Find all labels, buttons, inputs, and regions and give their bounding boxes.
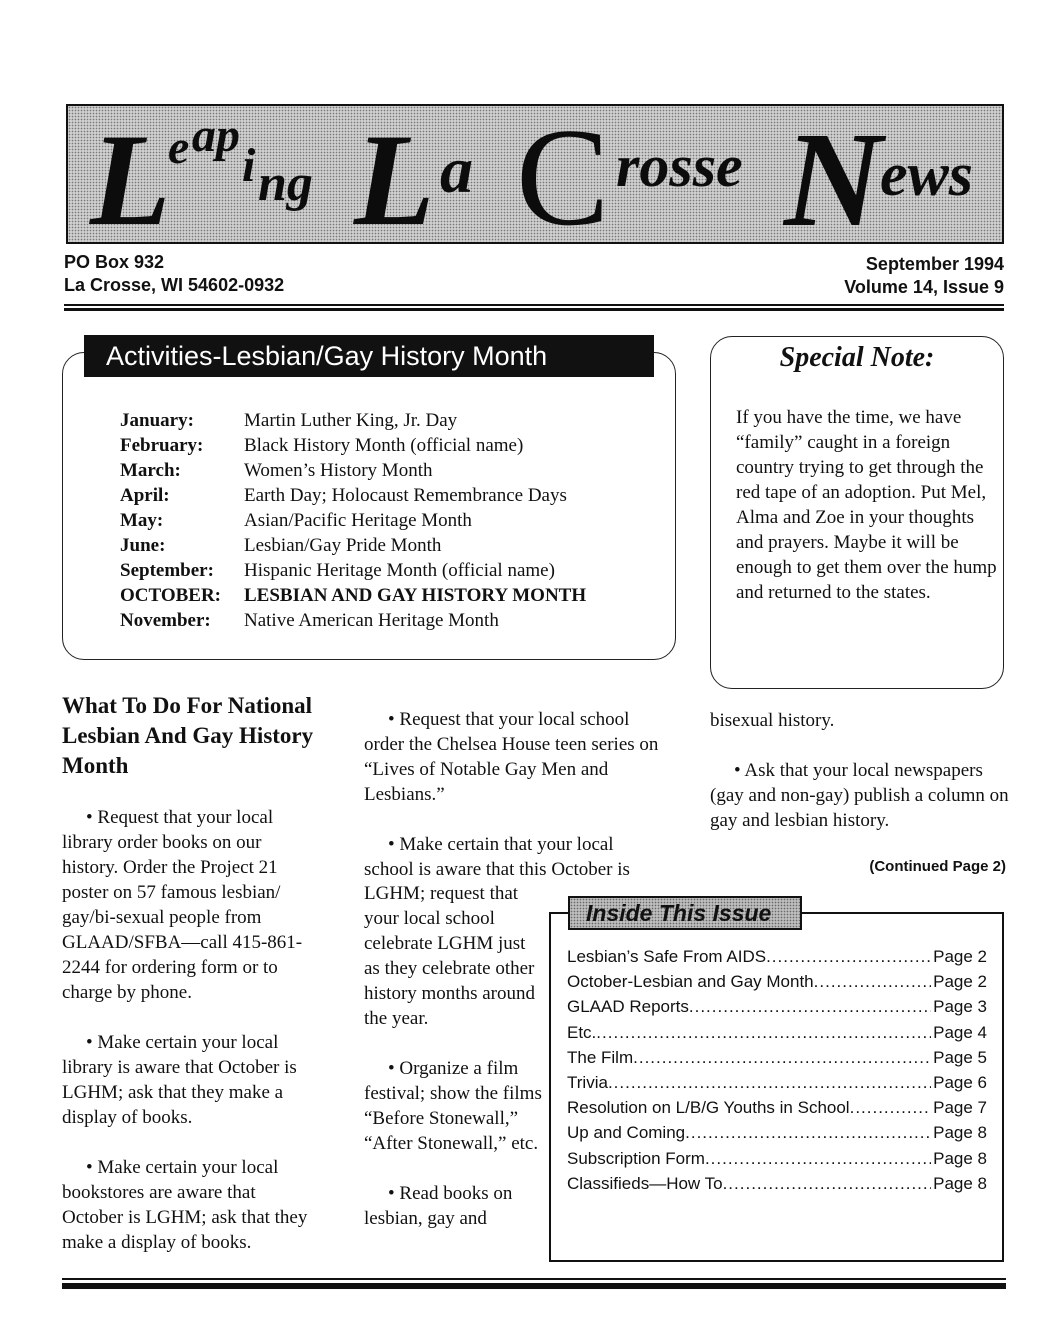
- toc-item-page: Page 2: [933, 972, 987, 992]
- article-paragraph: • Request that your local library order books on our history. Order the Project 21 poster on 57 famous lesbian/ gay/bi-sexual people from GLAAD/SFBA—call 415-861-2244 for ordering form or to charge by phone.: [62, 807, 303, 1003]
- masthead-letter: a: [440, 134, 473, 207]
- toc-item[interactable]: [567, 1171, 987, 1196]
- masthead-title: [68, 106, 1002, 242]
- activity-month: November:: [120, 610, 211, 631]
- toc-item[interactable]: [567, 1070, 987, 1095]
- address-line-2: La Crosse, WI 54602-0932: [64, 275, 285, 295]
- article-paragraph: • Make certain your local library is aware that October is LGHM; ask that they make a display of books.: [62, 1032, 297, 1128]
- activities-header: Activities-Lesbian/Gay History Month: [84, 335, 654, 377]
- activity-row-highlight: [120, 583, 586, 608]
- activity-row: [120, 533, 586, 558]
- masthead-letter: e: [168, 121, 190, 174]
- masthead-letter: ews: [880, 141, 973, 209]
- article-paragraph: • Ask that your local newspapers (gay and non-gay) publish a column on gay and lesbian history.: [710, 760, 1009, 831]
- article-paragraph: • Organize a film festival; show the films “Before Stonewall,” “After Stonewall,” etc.: [364, 1058, 542, 1154]
- toc-leader: [689, 994, 931, 1019]
- inside-this-issue-title: Inside This Issue: [568, 896, 802, 930]
- activity-desc: LESBIAN AND GAY HISTORY MONTH: [244, 585, 587, 606]
- activity-desc: Black History Month (official name): [244, 435, 524, 456]
- activity-desc: Women’s History Month: [244, 460, 433, 481]
- continued-link[interactable]: (Continued Page 2): [869, 858, 1006, 875]
- activity-month: April:: [120, 485, 170, 506]
- article-paragraph: LGHM; request that your local school celebrate LGHM just as they celebrate other history months around the year.: [364, 883, 535, 1029]
- article-column-3: [710, 708, 1010, 858]
- activity-row: [120, 508, 586, 533]
- issue-date: September 1994: [865, 254, 1004, 274]
- toc-item[interactable]: [567, 1146, 987, 1171]
- toc-item-page: Page 8: [933, 1173, 987, 1193]
- activity-month: March:: [120, 460, 181, 481]
- activity-month: January:: [120, 410, 194, 431]
- article-headline: What To Do For National Lesbian And Gay History Month: [62, 693, 314, 778]
- article-paragraph: • Make certain your local bookstores are aware that October is LGHM; ask that they make a display of books.: [62, 1157, 308, 1253]
- toc-leader: [766, 944, 931, 969]
- masthead-letter: L: [90, 106, 171, 244]
- toc-item-label: Etc.: [567, 1022, 597, 1042]
- special-note-body: If you have the time, we have “family” caught in a foreign country trying to get through the red tape of an adoption. Put Mel, Alma and Zoe in your thoughts and prayers. Maybe it will be enough to get them over the hump and returned to the states.: [736, 407, 997, 603]
- activity-row: [120, 408, 586, 433]
- article-paragraph: • Make certain that your local school is aware that this October is: [364, 834, 630, 880]
- toc-leader: [814, 969, 931, 994]
- article-column-2: [364, 707, 664, 882]
- activity-row: [120, 433, 586, 458]
- table-of-contents: [567, 944, 987, 1196]
- toc-item-label: Lesbian’s Safe From AIDS: [567, 947, 767, 966]
- mailing-address: [64, 251, 284, 297]
- toc-item[interactable]: [567, 1045, 987, 1070]
- toc-leader: [850, 1095, 932, 1120]
- toc-item-page: Page 8: [933, 1148, 987, 1168]
- toc-item[interactable]: [567, 1095, 987, 1120]
- toc-item-label: The Film: [567, 1047, 634, 1067]
- activity-desc: Hispanic Heritage Month (official name): [244, 560, 555, 581]
- issue-info: [844, 253, 1004, 299]
- toc-item-page: Page 4: [933, 1022, 987, 1042]
- masthead: [66, 104, 1004, 244]
- toc-item[interactable]: [567, 1120, 987, 1145]
- address-line-1: PO Box 932: [64, 252, 165, 272]
- toc-leader: [633, 1045, 931, 1070]
- toc-item-label: Resolution on L/B/G Youths in School: [567, 1098, 850, 1118]
- toc-item-page: Page 5: [933, 1047, 987, 1067]
- toc-leader: [608, 1070, 931, 1095]
- toc-item-label: Subscription Form: [567, 1148, 705, 1168]
- masthead-letter: rosse: [616, 133, 743, 199]
- toc-item-page: Page 2: [933, 947, 987, 966]
- toc-item-page: Page 3: [933, 997, 987, 1017]
- toc-item-page: Page 7: [933, 1098, 987, 1118]
- toc-item[interactable]: [567, 969, 987, 994]
- article-paragraph: • Request that your local school order the Chelsea House teen series on “Lives of Notable Gay Men and Lesbians.”: [364, 709, 659, 805]
- article-paragraph: • Read books on lesbian, gay and: [364, 1183, 513, 1229]
- activity-month: OCTOBER:: [120, 585, 222, 606]
- activity-month: February:: [120, 435, 204, 456]
- header-rule-thick: [64, 308, 1004, 311]
- special-note-title: Special Note:: [779, 342, 935, 373]
- toc-leader: [723, 1171, 932, 1196]
- activity-row: [120, 558, 586, 583]
- article-column-1: [62, 805, 320, 1280]
- toc-item-label: Up and Coming: [567, 1123, 686, 1143]
- activity-month: September:: [120, 560, 214, 581]
- toc-item[interactable]: [567, 994, 987, 1019]
- toc-item-label: Classifieds—How To: [567, 1173, 723, 1193]
- masthead-letter: ng: [258, 155, 313, 212]
- toc-item[interactable]: [567, 1020, 987, 1045]
- activity-month: May:: [120, 510, 164, 531]
- article-paragraph: bisexual history.: [710, 710, 835, 731]
- footer-rule-thick: [62, 1283, 1006, 1289]
- masthead-letter: L: [354, 106, 435, 244]
- masthead-letter: i: [242, 139, 256, 192]
- activity-row: [120, 608, 586, 633]
- masthead-letter: ap: [192, 109, 240, 162]
- activities-list: [120, 408, 586, 633]
- toc-leader: [705, 1146, 931, 1171]
- activity-desc: Native American Heritage Month: [244, 610, 499, 631]
- footer-rule-thin: [62, 1278, 1006, 1280]
- activity-row: [120, 458, 586, 483]
- toc-item-page: Page 8: [933, 1123, 987, 1143]
- activity-desc: Asian/Pacific Heritage Month: [244, 510, 472, 531]
- issue-volume: Volume 14, Issue 9: [844, 277, 1004, 297]
- toc-item-page: Page 6: [933, 1073, 987, 1093]
- masthead-letter: N: [784, 105, 883, 244]
- activity-desc: Martin Luther King, Jr. Day: [244, 410, 458, 431]
- toc-item-label: October-Lesbian and Gay Month: [567, 972, 814, 992]
- article-column-2-narrow: [364, 881, 542, 1256]
- masthead-letter: C: [516, 104, 610, 244]
- toc-leader: [596, 1020, 931, 1045]
- activity-month: June:: [120, 535, 166, 556]
- activity-desc: Earth Day; Holocaust Remembrance Days: [244, 485, 567, 506]
- activity-row: [120, 483, 586, 508]
- toc-item-label: GLAAD Reports: [567, 997, 689, 1017]
- toc-leader: [685, 1120, 931, 1145]
- header-rule-thin: [64, 304, 1004, 306]
- toc-item[interactable]: [567, 944, 987, 969]
- toc-item-label: Trivia: [567, 1073, 608, 1093]
- activity-desc: Lesbian/Gay Pride Month: [244, 535, 442, 556]
